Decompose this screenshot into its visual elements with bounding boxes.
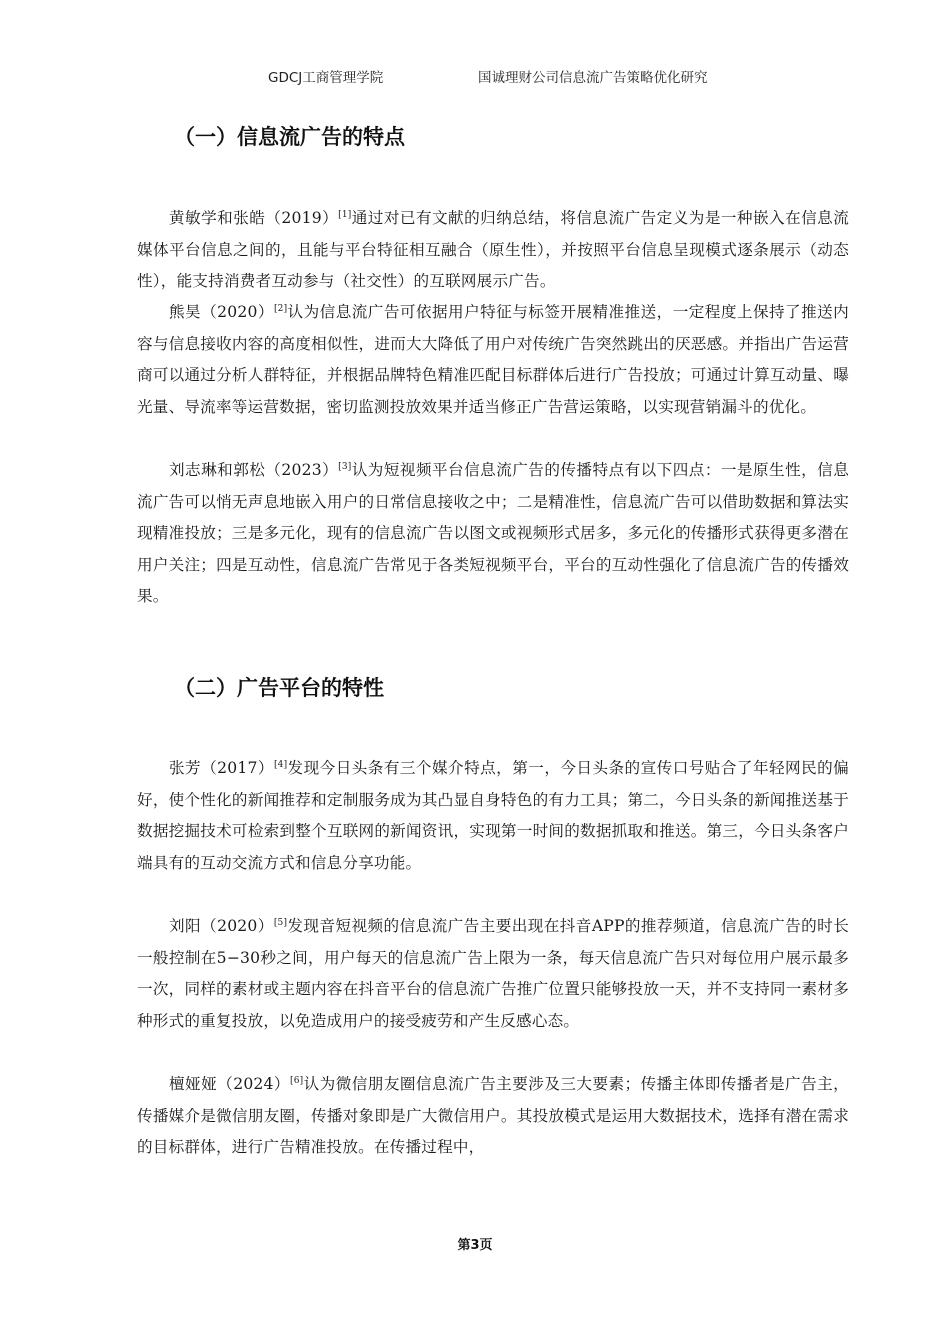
citation-author: 檀娅娅（2024）	[169, 1075, 290, 1093]
citation-ref: [4]	[273, 760, 288, 770]
section-heading-1: （一）信息流广告的特点	[174, 125, 405, 149]
page-header	[0, 66, 950, 86]
header-school: GDCJ工商管理学院	[268, 70, 384, 86]
citation-author: 张芳（2017）	[169, 759, 274, 777]
header-thesis-title: 国诚理财公司信息流广告策略优化研究	[478, 70, 708, 86]
page-number: 第3页	[457, 1238, 493, 1253]
citation-ref: [5]	[273, 918, 288, 928]
paragraph-text: 发现今日头条有三个媒介特点，第一，今日头条的宣传口号贴合了年轻网民的偏好，使个性化的新闻推荐和定制服务成为其凸显自身特色的有力工具；第二，今日头条的新闻推送基于数据挖掘技术可检索到整个互联网的新闻资讯，实现第一时间的数据抓取和推送。第三，今日头条客户端具有的互动交流方式和信息分享功能。	[137, 759, 849, 872]
paragraph-text: 通过对已有文献的归纳总结，将信息流广告定义为是一种嵌入在信息流媒体平台信息之间的，且能与平台特征相互融合（原生性），并按照平台信息呈现模式逐条展示（动态性），能支持消费者互动参与（社交性）的互联网展示广告。	[137, 209, 850, 290]
citation-author: 刘阳（2020）	[169, 917, 274, 935]
paragraph-2	[137, 297, 849, 423]
paragraph-4	[137, 753, 849, 879]
citation-author: 黄敏学和张皓（2019）	[169, 209, 339, 227]
citation-author: 熊昊（2020）	[169, 303, 274, 321]
paragraph-text: 认为信息流广告可依据用户特征与标签开展精准推送，一定程度上保持了推送内容与信息接收内容的高度相似性，进而大大降低了用户对传统广告突然跳出的厌恶感。并指出广告运营商可以通过分析人群特征，并根据品牌特色精准匹配目标群体后进行广告投放；可通过计算互动量、曝光量、导流率等运营数据，密切监测投放效果并适当修正广告营运策略，以实现营销漏斗的优化。	[137, 303, 849, 416]
paragraph-text: 发现音短视频的信息流广告主要出现在抖音APP的推荐频道，信息流广告的时长一般控制在5−30秒之间，用户每天的信息流广告上限为一条，每天信息流广告只对每位用户展示最多一次，同样的素材或主题内容在抖音平台的信息流广告推广位置只能够投放一天，并不支持同一素材多种形式的重复投放，以免造成用户的接受疲劳和产生反感心态。	[137, 917, 849, 1030]
paragraph-1	[137, 203, 849, 298]
paragraph-text: 认为微信朋友圈信息流广告主要涉及三大要素；传播主体即传播者是广告主，传播媒介是微信朋友圈，传播对象即是广大微信用户。其投放模式是运用大数据技术，选择有潜在需求的目标群体，进行广告精准投放。在传播过程中，	[137, 1075, 849, 1156]
citation-ref: [3]	[338, 462, 352, 472]
paragraph-5	[137, 911, 849, 1037]
section-heading-2: （二）广告平台的特性	[174, 676, 384, 700]
citation-ref: [2]	[273, 304, 288, 314]
citation-author: 刘志琳和郭松（2023）	[169, 461, 339, 479]
paragraph-text: 认为短视频平台信息流广告的传播特点有以下四点：一是原生性，信息流广告可以悄无声息地嵌入用户的日常信息接收之中；二是精准性，信息流广告可以借助数据和算法实现精准投放；三是多元化，现有的信息流广告以图文或视频形式居多，多元化的传播形式获得更多潜在用户关注；四是互动性，信息流广告常见于各类短视频平台，平台的互动性强化了信息流广告的传播效果。	[137, 461, 850, 605]
citation-ref: [1]	[338, 210, 352, 220]
paragraph-3	[137, 455, 849, 613]
paragraph-6	[137, 1069, 849, 1164]
citation-ref: [6]	[289, 1076, 304, 1086]
